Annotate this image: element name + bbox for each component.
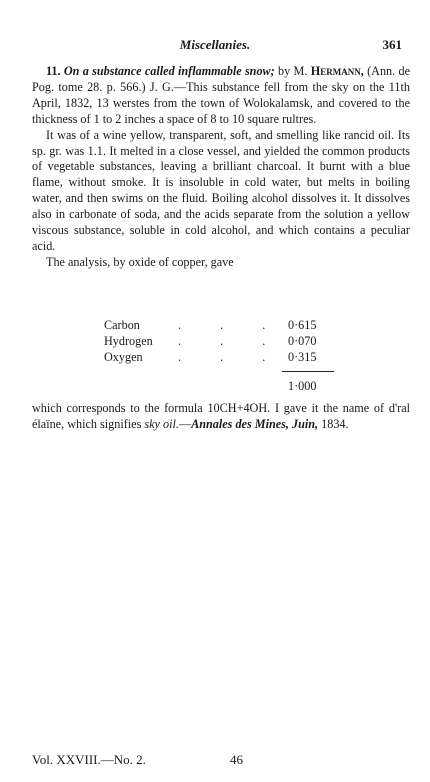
- sum-rule: [282, 371, 334, 372]
- sky-oil-term: sky oil.: [144, 417, 179, 431]
- source-citation: Annales des Mines, Juin,: [191, 417, 319, 431]
- paragraph-3: The analysis, by oxide of copper, gave: [46, 254, 234, 269]
- analysis-row-hydrogen: [100, 333, 340, 349]
- article-by: by M.: [274, 64, 311, 78]
- leader-dots: . . .: [178, 350, 284, 364]
- analysis-row-carbon: [100, 317, 340, 333]
- element-name: Carbon: [104, 318, 140, 332]
- conclusion-text: [32, 400, 410, 432]
- article-title: On a substance called inflammable snow;: [63, 64, 275, 78]
- signature-mark: 46: [230, 752, 243, 767]
- leader-dots: . . .: [178, 334, 284, 348]
- conclusion-paragraph: [32, 400, 410, 432]
- article-number: 11.: [46, 64, 61, 78]
- page-number: 361: [382, 37, 402, 52]
- running-title: Miscellanies.: [179, 37, 251, 52]
- article-author: Hermann,: [310, 64, 364, 78]
- element-value: 0·615: [288, 318, 317, 332]
- element-value: 0·070: [288, 334, 317, 348]
- leader-dots: . . .: [178, 318, 284, 332]
- element-name: Oxygen: [104, 350, 143, 364]
- element-value: 0·315: [288, 350, 317, 364]
- analysis-total: 1·000: [288, 379, 317, 393]
- element-name: Hydrogen: [104, 334, 153, 348]
- conclusion-body: which corresponds to the formula 10CH+4OH. I gave it the name of d'ral élaïne, which signifies: [32, 401, 410, 431]
- analysis-row-oxygen: [100, 349, 340, 365]
- volume-footer: Vol. XXVIII.—No. 2.: [32, 752, 146, 767]
- conclusion-dash: —: [178, 417, 192, 431]
- source-year: 1834.: [318, 417, 349, 431]
- paragraph-2: It was of a wine yellow, transparent, soft, and smelling like rancid oil. Its sp. gr. was 1.1. It melted in a close vessel, and yielded the common products of vegetable substances, leaving a brilliant charcoal. It burnt with a blue flame, without smoke. It is insoluble in cold water, but melts in boiling water, and then swims on the fluid. Boiling alcohol dissolves it. It dissolves also in carbonate of soda, and the acids separate from the solution a yellow viscous substance, soluble in cold alcohol, and which contains a peculiar acid.: [32, 127, 410, 253]
- article-body: [32, 64, 410, 271]
- paragraph-1-text: (Ann. de Pog. tome 28. p. 566.) J. G.—This substance fell from the sky on the 11th April, 1832, 13 werstes from the town of Wolokalamsk, and covered to the thickness of 1 to 2 inches a space of 8 to 10 square rultres.: [32, 64, 410, 126]
- analysis-table: [100, 317, 340, 393]
- paragraph-1: [32, 64, 410, 128]
